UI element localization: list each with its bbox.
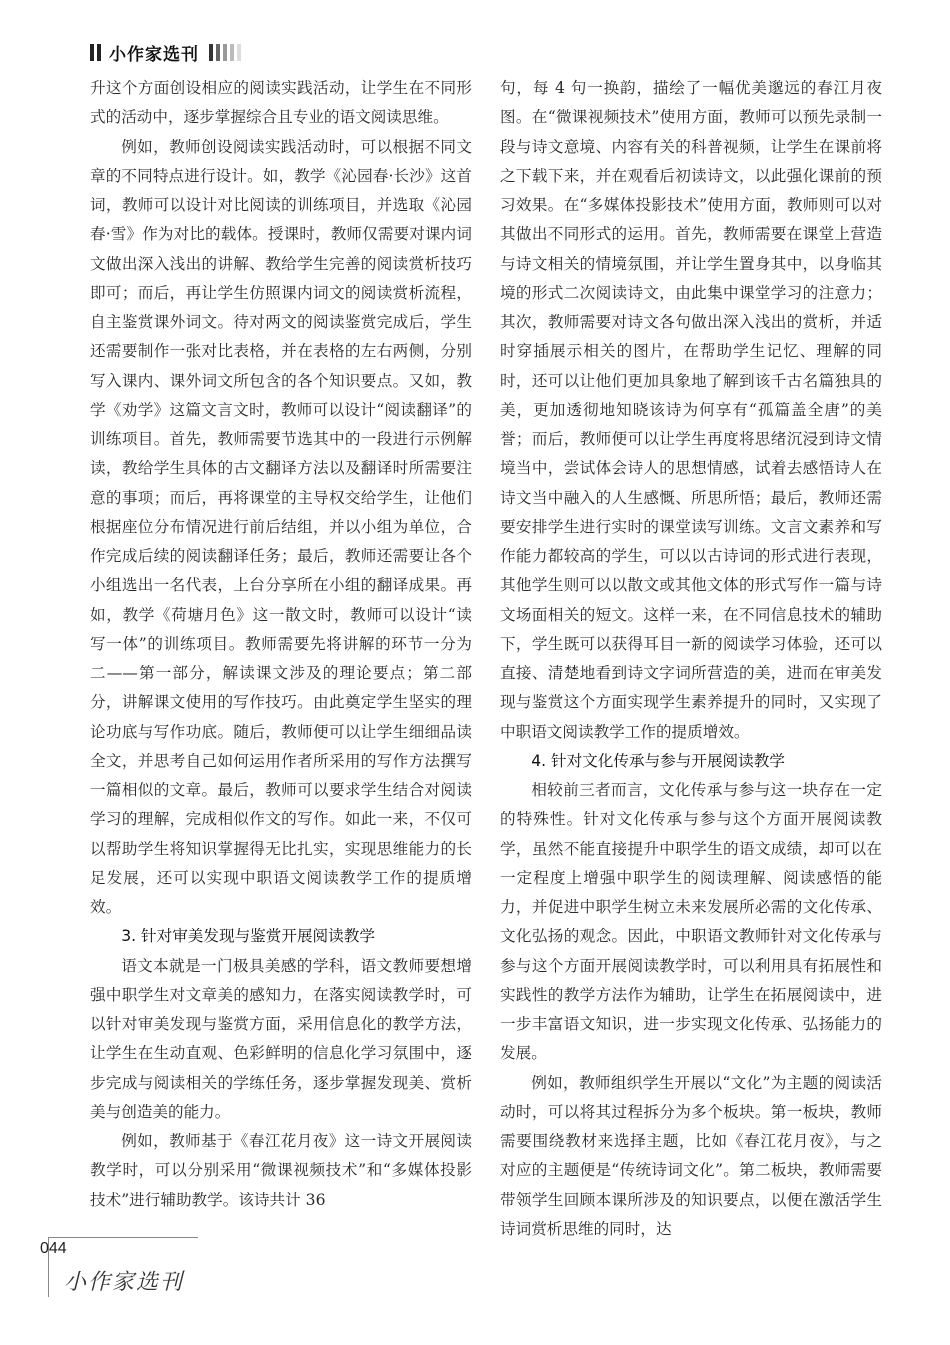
right-column [500,74,882,1244]
paragraph: 相较前三者而言，文化传承与参与这一块存在一定的特殊性。针对文化传承与参与这个方面开展阅读教学，虽然不能直接提升中职学生的语文成绩，却可以在一定程度上增强中职学生的阅读理解、阅读感悟的能力，并促进中职学生树立未来发展所必需的文化传承、文化弘扬的观念。因此，中职语文教师针对文化传承与参与这个方面开展阅读教学时，可以利用具有拓展性和实践性的教学方法作为辅助，让学生在拓展阅读中，进一步丰富语文知识，进一步实现文化传承、弘扬能力的发展。 [500,781,882,1063]
footer-logo: 小作家选刊 [64,1270,185,1295]
left-column [90,74,472,1215]
footer-rule [48,1237,198,1238]
paragraph: 语文本就是一门极具美感的学科，语文教师要想增强中职学生对文章美的感知力，在落实阅读教学时，可以针对审美发现与鉴赏方面，采用信息化的教学方法，让学生在生动直观、色彩鲜明的信息化学习氛围中，逐步完成与阅读相关的学练任务，逐步掌握发现美、赏析美与创造美的能力。 [90,956,472,1121]
header-bars-right [209,44,241,61]
paragraph: 句，每 4 句一换韵，描绘了一幅优美邈远的春江月夜图。在“微课视频技术”使用方面，教师可以预先录制一段与诗文意境、内容有关的科普视频，让学生在课前将之下载下来，并在观看后初读诗文，以此强化课前的预习效果。在“多媒体投影技术”使用方面，教师则可以对其做出不同形式的运用。首先，教师需要在课堂上营造与诗文相关的情境氛围，并让学生置身其中，以身临其境的形式二次阅读诗文，由此集中课堂学习的注意力；其次，教师需要对诗文各句做出深入浅出的赏析，并适时穿插展示相关的图片，在帮助学生记忆、理解的同时，还可以让他们更加具象地了解到该千古名篇独具的美，更加透彻地知晓该诗为何享有“孤篇盖全唐”的美誉；而后，教师便可以让学生再度将思绪沉浸到诗文情境当中，尝试体会诗人的思想情感，试着去感悟诗人在诗文当中融入的人生感慨、所思所悟；最后，教师还需要安排学生进行实时的课堂读写训练。文言文素养和写作能力都较高的学生，可以以古诗词的形式进行表现，其他学生则可以以散文或其他文体的形式写作一篇与诗文场面相关的短文。这样一来，在不同信息技术的辅助下，学生既可以获得耳目一新的阅读学习体验，还可以直接、清楚地看到诗文字词所营造的美，进而在审美发现与鉴赏这个方面实现学生素养提升的同时，又实现了中职语文阅读教学工作的提质增效。 [500,79,882,741]
paragraph: 例如，教师创设阅读实践活动时，可以根据不同文章的不同特点进行设计。如，教学《沁园春·长沙》这首词，教师可以设计对比阅读的训练项目，并选取《沁园春·雪》作为对比的载体。授课时，教师仅需要对课内词文做出深入浅出的讲解、教给学生完善的阅读赏析技巧即可；而后，再让学生仿照课内词文的阅读赏析流程，自主鉴赏课外词文。待对两文的阅读鉴赏完成后，学生还需要制作一张对比表格，并在表格的左右两侧，分别写入课内、课外词文所包含的各个知识要点。又如，教学《劝学》这篇文言文时，教师可以设计“阅读翻译”的训练项目。首先，教师需要节选其中的一段进行示例解读，教给学生具体的古文翻译方法以及翻译时所需要注意的事项；而后，再将课堂的主导权交给学生，让他们根据座位分布情况进行前后结组，并以小组为单位，合作完成后续的阅读翻译任务；最后，教师还需要让各个小组选出一名代表，上台分享所在小组的翻译成果。再如，教学《荷塘月色》这一散文时，教师可以设计“读写一体”的训练项目。教师需要先将讲解的环节一分为二——第一部分，解读课文涉及的理论要点；第二部分，讲解课文使用的写作技巧。由此奠定学生坚实的理论功底与写作功底。随后，教师便可以让学生细细品读全文，并思考自己如何运用作者所采用的写作方法撰写一篇相似的文章。最后，教师可以要求学生结合对阅读学习的理解，完成相似作文的写作。如此一来，不仅可以帮助学生将知识掌握得无比扎实，实现思维能力的长足发展，还可以实现中职语文阅读教学工作的提质增效。 [90,137,472,916]
paragraph: 例如，教师基于《春江花月夜》这一诗文开展阅读教学时，可以分别采用“微课视频技术”和“多媒体投影技术”进行辅助教学。该诗共计 36 [90,1132,472,1209]
page-number: 044 [40,1240,67,1257]
header-bars-left [90,44,101,61]
running-header [90,40,249,64]
section-heading-4: 4. 针对文化传承与参与开展阅读教学 [531,751,785,770]
section-heading-3: 3. 针对审美发现与鉴赏开展阅读教学 [121,927,375,946]
paragraph: 升这个方面创设相应的阅读实践活动，让学生在不同形式的活动中，逐步掌握综合且专业的语文阅读思维。 [90,79,472,127]
paragraph: 例如，教师组织学生开展以“文化”为主题的阅读活动时，可以将其过程拆分为多个板块。第一板块，教师需要围绕教材来选择主题，比如《春江花月夜》，与之对应的主题便是“传统诗词文化”。第二板块，教师需要带领学生回顾本课所涉及的知识要点，以便在激活学生诗词赏析思维的同时，达 [500,1073,882,1238]
journal-title: 小作家选刊 [109,44,199,65]
